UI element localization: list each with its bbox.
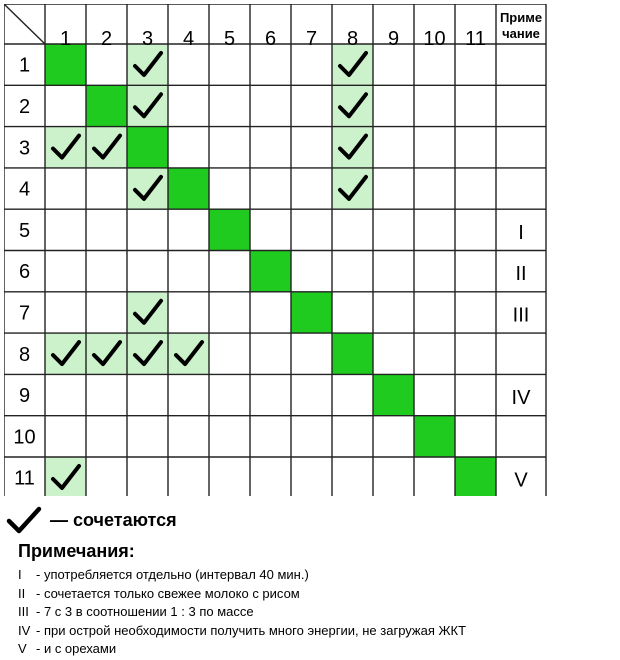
compatible-cell [127,333,168,374]
note-item [18,566,466,585]
column-header: 3 [141,28,154,50]
compatible-cell [127,168,168,209]
compatible-cell [86,333,127,374]
row-note: I [518,221,524,244]
column-header: 1 [59,28,72,50]
note-numeral: III [18,604,29,620]
diagonal-cell [250,251,291,292]
legend-label: — сочетаются [50,509,177,530]
note-text: - и с орехами [36,641,117,657]
note-header: чание [502,26,540,41]
diagonal-cell [45,44,86,85]
row-header: 11 [14,467,35,490]
compatible-cell [332,127,373,168]
compatible-cell [45,127,86,168]
row-note: III [512,304,530,327]
note-item [18,622,466,641]
compatible-cell [86,127,127,168]
row-header: 3 [18,137,31,160]
legend [6,503,177,537]
compatible-cell [127,44,168,85]
row-header: 9 [18,385,31,408]
compatible-cell [168,333,209,374]
compatible-cell [127,292,168,333]
column-header: 4 [182,28,195,50]
note-text: - употребляется отдельно (интервал 40 мин.) [36,567,309,582]
note-numeral: II [18,585,26,601]
column-header: 6 [264,28,277,50]
row-header: 2 [18,95,31,118]
compatible-cell [45,333,86,374]
note-text: - при острой необходимости получить много энергии, не загружая ЖКТ [36,622,467,638]
row-header: 6 [18,261,31,284]
note-item [18,640,466,659]
note-header: Приме [499,10,543,25]
diagonal-cell [455,457,496,496]
note-numeral: V [18,641,27,657]
row-note: V [514,469,528,492]
compatible-cell [45,457,86,496]
diagonal-cell [332,333,373,374]
notes-title: Примечания: [18,541,135,561]
row-header: 5 [18,219,31,242]
row-header: 1 [18,54,31,77]
note-item [18,585,466,604]
column-header: 2 [100,28,113,50]
column-header: 9 [387,28,400,50]
compatibility-grid [4,4,552,496]
column-header: 8 [346,28,359,50]
row-header: 8 [18,343,31,366]
row-header: 4 [18,178,31,201]
note-text: - 7 с 3 в соотношении 1 : 3 по массе [36,604,254,620]
diagonal-cell [127,127,168,168]
compatible-cell [127,85,168,126]
checkmark-icon [6,506,42,534]
compatible-cell [332,168,373,209]
row-header: 10 [13,426,36,449]
note-numeral: I [18,567,22,582]
note-numeral: IV [18,622,31,638]
diagonal-cell [209,209,250,250]
column-header: 11 [465,28,486,50]
row-header: 7 [18,302,31,325]
column-header: 10 [423,28,446,50]
row-note: IV [511,387,531,410]
diagonal-cell [373,374,414,415]
compatible-cell [332,44,373,85]
diagonal-cell [168,168,209,209]
column-header: 7 [305,28,318,50]
row-note: II [515,263,527,286]
diagonal-cell [291,292,332,333]
note-text: - сочетается только свежее молоко с рисом [36,585,300,601]
notes-list [18,566,466,659]
note-item [18,603,466,622]
column-header: 5 [223,28,236,50]
compatible-cell [332,85,373,126]
corner-diagonal [4,4,45,44]
diagonal-cell [86,85,127,126]
diagonal-cell [414,416,455,457]
